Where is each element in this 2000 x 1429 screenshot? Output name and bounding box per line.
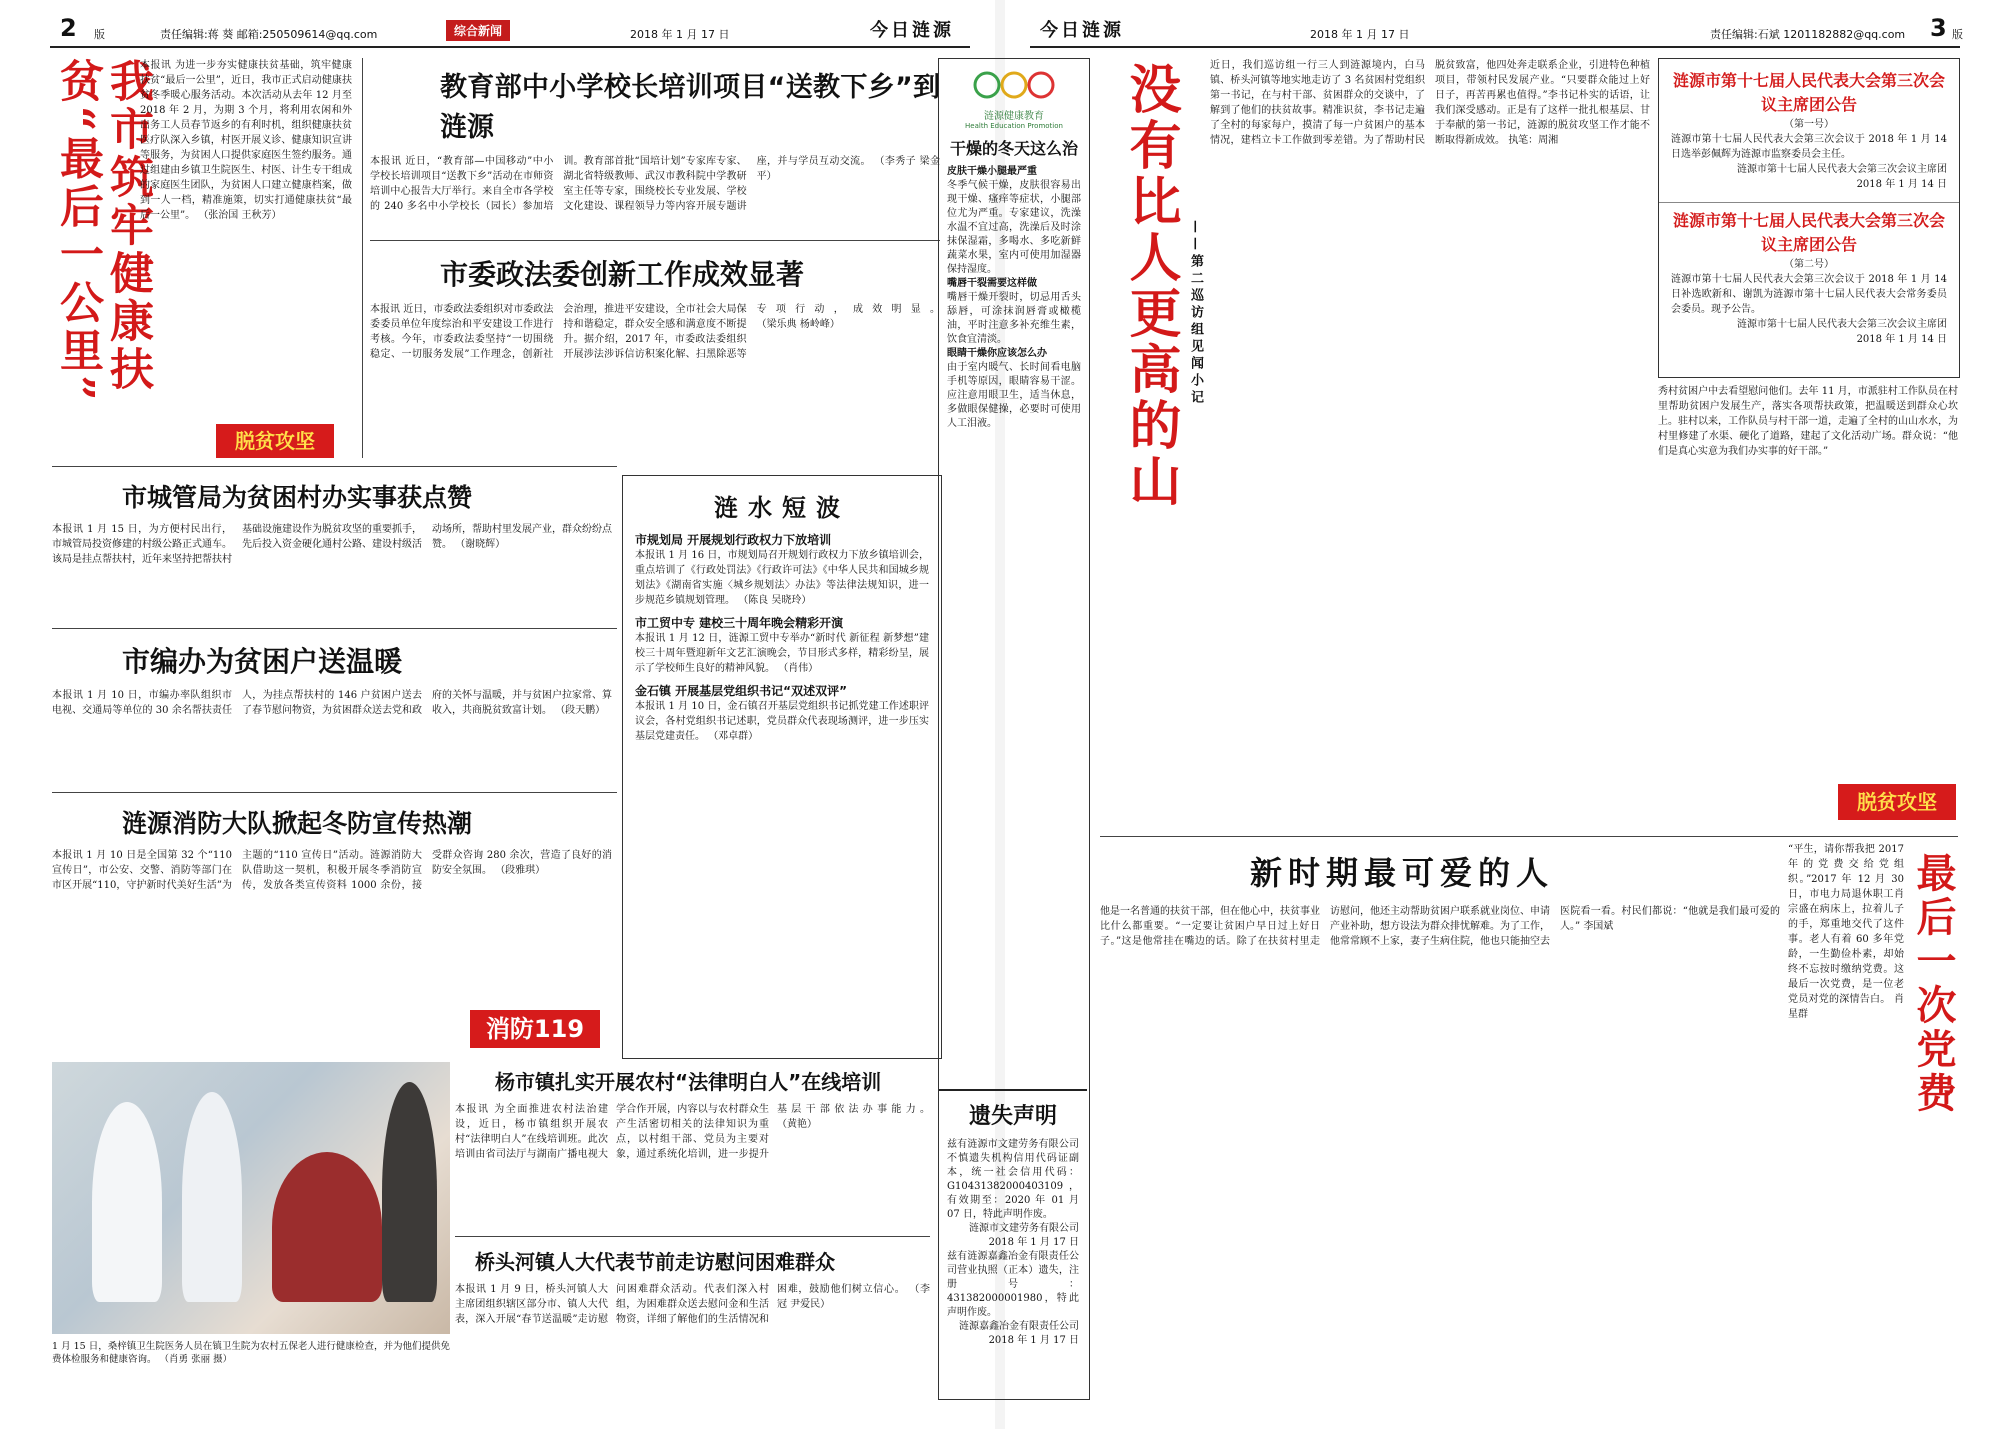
photo-caption-text: 1 月 15 日，桑梓镇卫生院医务人员在镇卫生院为农村五保老人进行健康检查，并为他们提供免费体检服务和健康咨询。 (52, 1341, 450, 1365)
npc-body: 本报讯 1 月 9 日，桥头河镇人大主席团组织辖区部分市、镇人大代表，深入开展“春节送温暖”走访慰问困难群众活动。代表们深入村组，为困难群众送去慰问金和生活物资，详细了解他们的生活情况和困难，鼓励他们树立信心。 (455, 1284, 906, 1325)
lost-notice-body-1: 兹有涟源市文建劳务有限公司不慎遗失机构信用代码证副本，统一社会信用代码：G10431382000403109，有效期至：2020 年 01 月 07 日，特此声明作废。 (947, 1139, 1079, 1220)
masthead-brand: 今日涟源 (870, 20, 954, 41)
brief-item (635, 684, 929, 744)
health-col-title: 干燥的冬天这么治 (949, 139, 1078, 158)
page-suffix: 版 (1952, 28, 1963, 41)
right-page (1010, 0, 2000, 1429)
mountain-article (1210, 58, 1650, 828)
notice-1-sign: 涟源市第十七届人民代表大会第三次会议主席团 (1737, 164, 1947, 175)
lovely-article (1100, 842, 1780, 1402)
notice-2-body: 涟源市第十七届人民代表大会第三次会议于 2018 年 1 月 14 日补选欧新和、谢凯为涟源市第十七届人民代表大会常务委员会委员。现予公告。 (1671, 274, 1947, 315)
health-sub-1: 皮肤干燥小腿最严重 (947, 166, 1037, 177)
teacher-article (370, 60, 940, 235)
teacher-credit: （李秀子 梁金平） (756, 156, 940, 182)
lost-notice (939, 1089, 1087, 1348)
urban-headline: 市城管局为贫困村办实事获点赞 (122, 483, 473, 512)
editor-info: 责任编辑:石斌 1201182882@qq.com (1710, 28, 1906, 41)
editor-info: 责任编辑:蒋 葵 邮箱:250509614@qq.com (160, 28, 378, 41)
npc-article (455, 1242, 930, 1400)
health-logo-icon (969, 67, 1059, 103)
health-logo (939, 67, 1089, 130)
notice-1-title: 涟源市第十七届人民代表大会第三次会议主席团公告 (1672, 71, 1945, 114)
brief-item-credit: （邓卓群） (708, 731, 759, 742)
page-suffix: 版 (94, 28, 105, 41)
notice-2-sign: 涟源市第十七届人民代表大会第三次会议主席团 (1737, 319, 1947, 330)
lost-notice-title: 遗失声明 (968, 1104, 1057, 1129)
left-page (0, 0, 990, 1429)
health-logo-text: 涟源健康教育 (984, 111, 1044, 122)
politics-headline: 市委政法委创新工作成效显著 (440, 258, 805, 291)
brief-item-body: 本报讯 1 月 16 日，市规划局召开规划行政权力下放乡镇培训会，重点培训了《行政处罚法》《行政许可法》《中华人民共和国城乡规划法》《湖南省实施〈城乡规划法〉办法》等法律法规知识，进一步规范乡镇规划管理。 (635, 550, 929, 606)
politics-credit: （梁乐典 杨岭峰） (756, 319, 840, 330)
lastpay-headline: 最后一次党费 (1910, 852, 1957, 1116)
health-logo-sub: Health Education Promotion (965, 122, 1063, 130)
brief-box (622, 475, 942, 1059)
notice-2 (1659, 202, 1959, 353)
health-body-3: 由于室内暖气、长时间看电脑手机等原因，眼睛容易干涩。应注意用眼卫生，适当休息，多做眼保健操，必要时可使用人工泪液。 (947, 362, 1081, 429)
urban-body: 本报讯 1 月 15 日，为方便村民出行，市城管局投资修建的村级公路正式通车。该局是挂点帮扶村，近年来坚持把帮扶村基础设施建设作为脱贫攻坚的重要抓手，先后投入资金硬化通村公路、建设村级活动场所，帮助村里发展产业，群众纷纷点赞。 (52, 524, 612, 565)
brief-item-credit: （肖伟） (778, 663, 819, 674)
notice-2-date: 2018 年 1 月 14 日 (1856, 334, 1947, 345)
brief-item-head: 市规划局 开展规划行政权力下放培训 (635, 533, 832, 547)
brief-item-head: 市工贸中专 建校三十周年晚会精彩开演 (635, 616, 844, 630)
npc-credit: （李冠 尹爱民） (777, 1284, 930, 1310)
health-sub-3: 眼睛干燥你应该怎么办 (947, 348, 1047, 359)
lost-notice-sign-1: 涟源市文建劳务有限公司 (969, 1223, 1079, 1234)
tuopin-stamp: 脱贫攻坚 (216, 424, 334, 458)
law-headline: 杨市镇扎实开展农村“法律明白人”在线培训 (495, 1070, 882, 1094)
npc-notice-box (1658, 58, 1960, 378)
urban-credit: （谢晓辉） (455, 539, 506, 550)
tuopin-stamp: 脱贫攻坚 (1838, 784, 1956, 820)
politics-body: 本报讯 近日，市委政法委组织对市委政法委委员单位年度综治和平安建设工作进行考核。今年，市委政法委坚持“一切围绕稳定、一切服务发展”工作理念，创新社会治理，推进平安建设，全市社会大局保持和谐稳定，群众安全感和满意度不断提升。据介绍，2017 年，市委政法委组织开展涉法涉诉信访积案化解、扫黑除恶等专项行动，成效明显。 (370, 304, 940, 360)
mountain-credit: 执笔：周湘 (1508, 135, 1559, 146)
law-article (455, 1062, 930, 1232)
lost-notice-sign-2: 涟源嘉鑫冶金有限责任公司 (959, 1321, 1079, 1332)
village-visit-body: 秀村贫困户中去看望慰问他们。去年 11 月，市派驻村工作队员在村里帮助贫困户发展生产，落实各项帮扶政策，把温暖送到群众心坎上。驻村以来，工作队员与村干部一道，走遍了全村的山山水水，为村里修建了水渠、硬化了道路，建起了文化活动广场。群众说：“他们是真心实意为我们办实事的好干部。” (1658, 386, 1958, 457)
fire-body: 本报讯 1 月 10 日是全国第 32 个“110 宣传日”，市公安、交警、消防等部门在市区开展“110，守护新时代美好生活”为主题的“110 宣传日”活动。涟源消防大队借助这一契机，积极开展冬季消防宣传，发放各类宣传资料 1000 余份，接受群众咨询 280 余次，营造了良好的消防安全氛围。 (52, 850, 612, 891)
photo-credit: （肖勇 张丽 摄） (159, 1354, 233, 1365)
health-body: 本报讯 为进一步夯实健康扶贫基础，筑牢健康扶贫“最后一公里”，近日，我市正式启动健康扶贫冬季暖心服务活动。本次活动从去年 12 月至 2018 年 2 月，为期 3 个月，将利用农闲和外出务工人员春节返乡的有利时机，组织健康扶贫医疗队深入乡镇，村医开展义诊、健康知识宣讲等服务，为贫困人口提供家庭医生签约服务。通过组建由乡镇卫生院医生、村医、计生专干组成的家庭医生团队，为贫困人口建立健康档案，做到一人一档，精准施策，切实打通健康扶贫“最后一公里”。 (140, 60, 352, 221)
fire-headline: 涟源消防大队掀起冬防宣传热潮 (122, 809, 473, 838)
staffing-credit: （段天鹏） (555, 705, 606, 716)
fire-credit: （段雅琪） (495, 865, 546, 876)
teacher-body: 本报讯 近日，“教育部—中国移动”中小学校长培训项目“送教下乡”活动在市师资培训中心报告大厅举行。来自全市各学校的 240 多名中小学校长（园长）参加培训。教育部首批“国培计划”专家库专家、湖北省特级教师、武汉市教科院中学教研室主任等专家，围绕校长专业发展、学校文化建设、课程领导力等内容开展专题讲座，并与学员互动交流。 (370, 156, 871, 212)
health-col-body (939, 165, 1089, 431)
right-page-header (1030, 14, 1963, 48)
notice-1-body: 涟源市第十七届人民代表大会第三次会议于 2018 年 1 月 14 日选举彭佩辉为涟源市监察委员会主任。 (1671, 134, 1947, 160)
village-visit-article (1658, 384, 1958, 784)
lost-notice-body-2: 兹有涟源嘉鑫冶金有限责任公司营业执照（正本）遗失，注册号：431382000001980，特此声明作废。 (947, 1251, 1079, 1318)
lost-notice-body (939, 1138, 1087, 1348)
masthead-brand: 今日涟源 (1040, 20, 1124, 41)
page-number: 2 (60, 14, 77, 42)
mountain-subtitle: ——第二巡访组见闻小记 (1188, 220, 1203, 407)
brief-item (635, 616, 929, 676)
section-tag: 综合新闻 (446, 20, 510, 41)
law-credit: （黄艳） (777, 1119, 817, 1130)
notice-2-no: （第二号） (1784, 259, 1834, 270)
issue-date: 2018 年 1 月 17 日 (1310, 28, 1410, 41)
photo-caption (52, 1340, 450, 1400)
notice-1-date: 2018 年 1 月 14 日 (1856, 179, 1947, 190)
brief-item-credit: （陈良 吴晓玲） (738, 595, 812, 606)
teacher-headline: 教育部中小学校长培训项目“送教下乡”到涟源 (440, 72, 940, 143)
staffing-body: 本报讯 1 月 10 日，市编办率队组织市电视、交通局等单位的 30 余名帮扶责任人，为挂点帮扶村的 146 户贫困户送去了春节慰问物资，为贫困群众送去党和政府的关怀与温暖，并与贫困户拉家常、算收入，共商脱贫致富计划。 (52, 690, 612, 716)
brief-item-head: 金石镇 开展基层党组织书记“双述双评” (635, 684, 847, 698)
health-credit: （张治国 王秋芳） (198, 210, 282, 221)
brief-item-body: 本报讯 1 月 12 日，涟源工贸中专举办“新时代 新征程 新梦想”建校三十周年暨迎新年文艺汇演晚会，节目形式多样，精彩纷呈，展示了学校师生良好的精神风貌。 (635, 633, 929, 674)
npc-headline: 桥头河镇人大代表节前走访慰问困难群众 (475, 1250, 835, 1274)
staffing-headline: 市编办为贫困户送温暖 (122, 645, 403, 678)
mountain-headline: 没有比人更高的山 (1120, 62, 1181, 510)
urban-article (52, 472, 612, 622)
health-column (938, 58, 1090, 1400)
left-page-header (50, 14, 970, 48)
issue-date: 2018 年 1 月 17 日 (630, 28, 730, 41)
brief-item-body: 本报讯 1 月 10 日，金石镇召开基层党组织书记抓党建工作述职评议会，各村党组织书记述职，党员群众代表现场测评，进一步压实基层党建责任。 (635, 701, 929, 742)
brief-list (623, 533, 941, 744)
health-article (140, 58, 352, 446)
lovely-credit: 李国斌 (1583, 921, 1614, 932)
health-headline: 我市筑牢健康扶贫“最后一公里” (52, 58, 153, 405)
brief-title: 涟水短波 (714, 494, 850, 522)
health-body-2: 嘴唇干燥开裂时，切忌用舌头舔唇，可涂抹润唇膏或橄榄油，平时注意多补充维生素，饮食宜清淡。 (947, 292, 1081, 345)
lovely-body: 他是一名普通的扶贫干部，但在他心中，扶贫事业比什么都重要。“一定要让贫困户早日过上好日子。”这是他常挂在嘴边的话。除了在扶贫村里走访慰问，他还主动帮助贫困户联系就业岗位、申请产业补助，想方设法为群众排忧解难。为了工作，他常常顾不上家，妻子生病住院，他也只能抽空去医院看一看。村民们都说：“他就是我们最可爱的人。” (1100, 906, 1780, 947)
fire-119-stamp: 消防119 (470, 1010, 600, 1048)
notice-1-no: （第一号） (1784, 119, 1834, 130)
news-photo (52, 1062, 450, 1334)
law-body: 本报讯 为全面推进农村法治建设，近日，杨市镇组织开展农村“法律明白人”在线培训班。此次培训由省司法厅与湖南广播电视大学合作开展，内容以与农村群众生产生活密切相关的法律知识为重点，以村组干部、党员为主要对象，通过系统化培训，进一步提升基层干部依法办事能力。 (455, 1104, 930, 1160)
brief-item (635, 533, 929, 608)
politics-article (370, 248, 940, 458)
staffing-article (52, 634, 612, 784)
lastpay-credit: 肖星群 (1788, 994, 1904, 1020)
notice-1 (1659, 59, 1959, 202)
health-sub-2: 嘴唇干裂需要这样做 (947, 278, 1037, 289)
lost-notice-date-2: 2018 年 1 月 17 日 (988, 1335, 1079, 1346)
mountain-body: 近日，我们巡访组一行三人到涟源境内，白马镇、桥头河镇等地实地走访了 3 名贫困村党组织第一书记，在与村干部、贫困群众的交谈中，了解到了他们的扶贫故事。精准识贫，李书记走遍了全村的每家每户，摸清了每一户贫困户的基本情况，建档立卡工作做到零差错。为了帮助村民脱贫致富，他四处奔走联系企业，引进特色种植项目，带领村民发展产业。“只要群众能过上好日子，再苦再累也值得。”李书记朴实的话语，让我们深受感动。正是有了这样一批扎根基层、甘于奉献的第一书记，涟源的脱贫攻坚工作才能不断取得新成效。 (1210, 60, 1650, 146)
lastpay-article (1788, 842, 1904, 1402)
notice-2-title: 涟源市第十七届人民代表大会第三次会议主席团公告 (1672, 211, 1945, 254)
lastpay-body: “平生，请你帮我把 2017 年的党费交给党组织。”2017 年 12 月 30 日，市电力局退休职工肖宗盛在病床上，拉着儿子的手，郑重地交代了这件事。老人有着 60 多年党龄，一生勤俭朴素，却始终不忘按时缴纳党费。这最后一次党费，是一位老党员对党的深情告白。 (1788, 844, 1904, 1005)
page-number: 3 (1930, 14, 1947, 42)
health-body-1: 冬季气候干燥，皮肤很容易出现干燥、瘙痒等症状，小腿部位尤为严重。专家建议，洗澡水温不宜过高，洗澡后及时涂抹保湿霜，多喝水、多吃新鲜蔬菜水果，室内可使用加湿器保持湿度。 (947, 180, 1081, 275)
lost-notice-date-1: 2018 年 1 月 17 日 (988, 1237, 1079, 1248)
lovely-headline: 新时期最可爱的人 (1250, 854, 1555, 892)
